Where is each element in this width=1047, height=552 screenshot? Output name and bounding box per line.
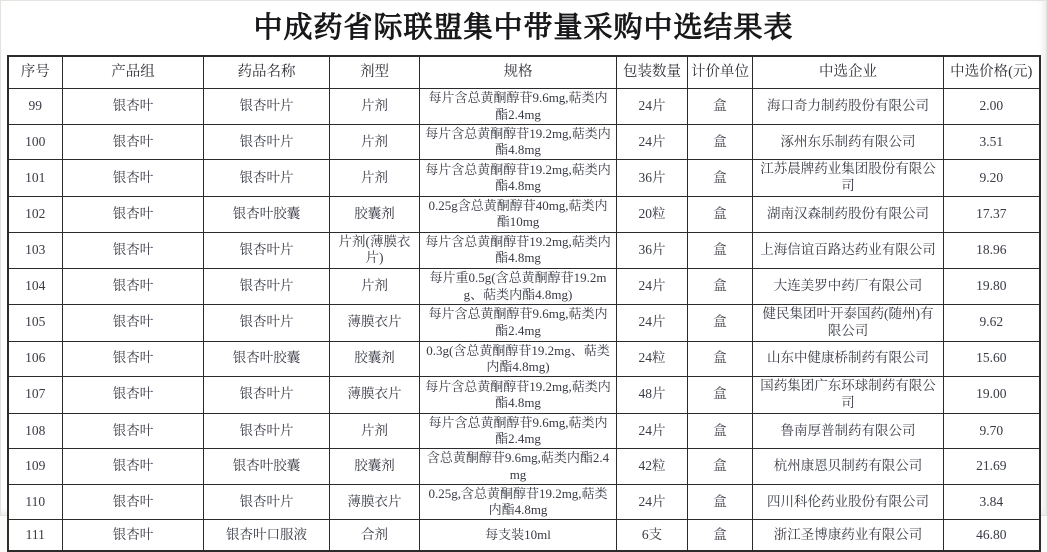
cell-no: 101 [8,160,63,197]
cell-package-quantity: 36片 [617,160,688,197]
cell-no: 104 [8,269,63,305]
cell-dosage-form: 胶囊剂 [330,449,420,485]
cell-drug-name: 银杏叶口服液 [204,520,330,551]
header-cell-specification: 规格 [420,56,617,89]
cell-dosage-form: 片剂 [330,269,420,305]
cell-dosage-form: 片剂(薄膜衣片) [330,232,420,269]
cell-dosage-form: 片剂 [330,124,420,160]
table-row [8,269,1040,305]
table-row [8,341,1040,377]
cell-selected-price: 3.51 [944,124,1040,160]
cell-drug-name: 银杏叶胶囊 [204,197,330,233]
cell-selected-enterprise: 江苏晨牌药业集团股份有限公司 [753,160,944,197]
cell-package-quantity: 6支 [617,520,688,551]
table-row [8,232,1040,269]
cell-pricing-unit: 盒 [688,232,753,269]
cell-selected-enterprise: 鲁南厚普制药有限公司 [753,413,944,449]
cell-specification: 含总黄酮醇苷9.6mg,萜类内酯2.4mg [420,449,617,485]
cell-drug-name: 银杏叶片 [204,232,330,269]
cell-no: 105 [8,304,63,341]
cell-specification: 每片含总黄酮醇苷9.6mg,萜类内酯2.4mg [420,304,617,341]
header-cell-selected-enterprise: 中选企业 [753,56,944,89]
cell-specification: 每片含总黄酮醇苷19.2mg,萜类内酯4.8mg [420,377,617,414]
cell-drug-name: 银杏叶片 [204,304,330,341]
cell-drug-name: 银杏叶片 [204,160,330,197]
cell-dosage-form: 薄膜衣片 [330,484,420,520]
cell-no: 106 [8,341,63,377]
cell-product-group: 银杏叶 [63,232,204,269]
cell-pricing-unit: 盒 [688,89,753,125]
header-cell-selected-price: 中选价格(元) [944,56,1040,89]
cell-no: 103 [8,232,63,269]
cell-pricing-unit: 盒 [688,269,753,305]
cell-dosage-form: 片剂 [330,413,420,449]
cell-drug-name: 银杏叶片 [204,484,330,520]
header-cell-drug-name: 药品名称 [204,56,330,89]
table-row [8,449,1040,485]
cell-no: 102 [8,197,63,233]
cell-product-group: 银杏叶 [63,269,204,305]
table-row [8,304,1040,341]
cell-product-group: 银杏叶 [63,377,204,414]
cell-pricing-unit: 盒 [688,160,753,197]
cell-selected-price: 3.84 [944,484,1040,520]
cell-selected-price: 18.96 [944,232,1040,269]
cell-package-quantity: 20粒 [617,197,688,233]
cell-selected-price: 21.69 [944,449,1040,485]
cell-pricing-unit: 盒 [688,413,753,449]
cell-drug-name: 银杏叶片 [204,413,330,449]
cell-product-group: 银杏叶 [63,484,204,520]
cell-selected-price: 17.37 [944,197,1040,233]
table-row [8,377,1040,414]
cell-package-quantity: 24片 [617,304,688,341]
cell-no: 109 [8,449,63,485]
cell-product-group: 银杏叶 [63,520,204,551]
header-cell-pricing-unit: 计价单位 [688,56,753,89]
header-cell-dosage-form: 剂型 [330,56,420,89]
cell-specification: 每片重0.5g(含总黄酮醇苷19.2mg、萜类内酯4.8mg) [420,269,617,305]
cell-pricing-unit: 盒 [688,484,753,520]
cell-package-quantity: 36片 [617,232,688,269]
cell-package-quantity: 42粒 [617,449,688,485]
cell-selected-price: 9.20 [944,160,1040,197]
cell-pricing-unit: 盒 [688,341,753,377]
cell-selected-enterprise: 涿州东乐制药有限公司 [753,124,944,160]
cell-dosage-form: 胶囊剂 [330,197,420,233]
table-row [8,124,1040,160]
cell-specification: 0.25g含总黄酮醇苷40mg,萜类内酯10mg [420,197,617,233]
table-body [8,89,1040,551]
cell-drug-name: 银杏叶片 [204,269,330,305]
cell-selected-enterprise: 健民集团叶开泰国药(随州)有限公司 [753,304,944,341]
cell-specification: 每片含总黄酮醇苷19.2mg,萜类内酯4.8mg [420,124,617,160]
cell-no: 108 [8,413,63,449]
procurement-results-table [7,55,1041,552]
cell-package-quantity: 24片 [617,124,688,160]
cell-product-group: 银杏叶 [63,89,204,125]
cell-drug-name: 银杏叶胶囊 [204,341,330,377]
cell-selected-price: 2.00 [944,89,1040,125]
cell-pricing-unit: 盒 [688,377,753,414]
header-cell-package-quantity: 包装数量 [617,56,688,89]
cell-no: 111 [8,520,63,551]
cell-drug-name: 银杏叶片 [204,124,330,160]
table-row [8,89,1040,125]
cell-specification: 0.25g,含总黄酮醇苷19.2mg,萜类内酯4.8mg [420,484,617,520]
cell-product-group: 银杏叶 [63,341,204,377]
cell-dosage-form: 胶囊剂 [330,341,420,377]
cell-dosage-form: 片剂 [330,160,420,197]
cell-selected-price: 19.00 [944,377,1040,414]
cell-package-quantity: 48片 [617,377,688,414]
header-cell-product-group: 产品组 [63,56,204,89]
cell-pricing-unit: 盒 [688,449,753,485]
header-row [8,56,1040,89]
cell-selected-price: 15.60 [944,341,1040,377]
cell-selected-price: 19.80 [944,269,1040,305]
cell-package-quantity: 24片 [617,89,688,125]
cell-dosage-form: 片剂 [330,89,420,125]
cell-product-group: 银杏叶 [63,413,204,449]
cell-specification: 每片含总黄酮醇苷9.6mg,萜类内酯2.4mg [420,413,617,449]
cell-specification: 每支装10ml [420,520,617,551]
cell-selected-enterprise: 大连美罗中药厂有限公司 [753,269,944,305]
cell-pricing-unit: 盒 [688,124,753,160]
cell-pricing-unit: 盒 [688,304,753,341]
cell-package-quantity: 24粒 [617,341,688,377]
cell-dosage-form: 薄膜衣片 [330,377,420,414]
page-title: 中成药省际联盟集中带量采购中选结果表 [253,12,794,44]
table-header [8,56,1040,89]
cell-specification: 每片含总黄酮醇苷19.2mg,萜类内酯4.8mg [420,160,617,197]
cell-dosage-form: 合剂 [330,520,420,551]
cell-drug-name: 银杏叶胶囊 [204,449,330,485]
cell-selected-enterprise: 国药集团广东环球制药有限公司 [753,377,944,414]
table-row [8,160,1040,197]
cell-drug-name: 银杏叶片 [204,89,330,125]
cell-no: 110 [8,484,63,520]
cell-selected-enterprise: 海口奇力制药股份有限公司 [753,89,944,125]
cell-package-quantity: 24片 [617,413,688,449]
cell-product-group: 银杏叶 [63,197,204,233]
cell-selected-enterprise: 山东中健康桥制药有限公司 [753,341,944,377]
cell-specification: 每片含总黄酮醇苷9.6mg,萜类内酯2.4mg [420,89,617,125]
cell-product-group: 银杏叶 [63,304,204,341]
table-row [8,520,1040,551]
cell-selected-enterprise: 杭州康恩贝制药有限公司 [753,449,944,485]
cell-no: 99 [8,89,63,125]
cell-package-quantity: 24片 [617,269,688,305]
cell-package-quantity: 24片 [617,484,688,520]
cell-specification: 每片含总黄酮醇苷19.2mg,萜类内酯4.8mg [420,232,617,269]
cell-dosage-form: 薄膜衣片 [330,304,420,341]
cell-selected-price: 9.70 [944,413,1040,449]
table-row [8,197,1040,233]
cell-no: 100 [8,124,63,160]
cell-product-group: 银杏叶 [63,449,204,485]
cell-pricing-unit: 盒 [688,197,753,233]
cell-selected-price: 46.80 [944,520,1040,551]
cell-selected-price: 9.62 [944,304,1040,341]
cell-selected-enterprise: 四川科伦药业股份有限公司 [753,484,944,520]
table-row [8,413,1040,449]
table-row [8,484,1040,520]
cell-selected-enterprise: 湖南汉森制药股份有限公司 [753,197,944,233]
cell-pricing-unit: 盒 [688,520,753,551]
cell-product-group: 银杏叶 [63,160,204,197]
cell-product-group: 银杏叶 [63,124,204,160]
cell-selected-enterprise: 浙江圣博康药业有限公司 [753,520,944,551]
cell-drug-name: 银杏叶片 [204,377,330,414]
cell-selected-enterprise: 上海信谊百路达药业有限公司 [753,232,944,269]
cell-specification: 0.3g(含总黄酮醇苷19.2mg、萜类内酯4.8mg) [420,341,617,377]
header-cell-no: 序号 [8,56,63,89]
cell-no: 107 [8,377,63,414]
